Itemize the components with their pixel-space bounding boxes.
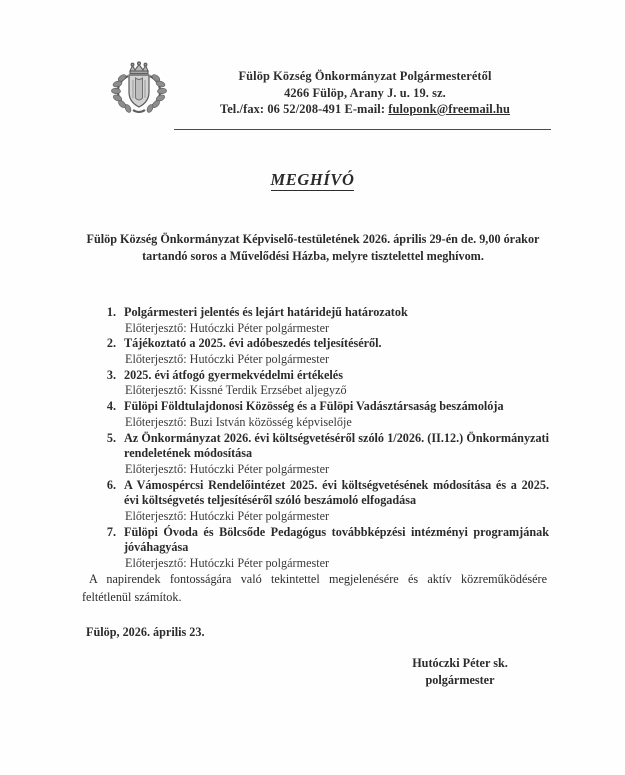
agenda-item-presenter: Előterjesztő: Hutóczki Péter polgármester (125, 555, 330, 570)
agenda-item-title: 2025. évi átfogó gyermekvédelmi értékelés (124, 367, 343, 382)
letterhead (0, 52, 625, 136)
agenda-item-number: 4. (106, 399, 116, 414)
organization-line: Fülöp Község Önkormányzat Polgármesterétől (238, 69, 492, 83)
municipal-coat-of-arms-icon (106, 58, 172, 124)
agenda-item-title: Polgármesteri jelentés és lejárt határidejű határozatok (124, 305, 408, 319)
signature-name: Hutóczki Péter sk. (412, 656, 508, 670)
agenda-item-presenter: Előterjesztő: Hutóczki Péter polgármester (125, 320, 330, 335)
agenda-item-title: Fülöpi Óvoda és Bölcsőde Pedagógus továbbképzési intézményi programjának jóváhagyása (124, 524, 549, 555)
agenda-item-presenter: Előterjesztő: Buzi István közösség képviselője (125, 414, 352, 429)
agenda-item (97, 368, 549, 399)
agenda-item-number: 6. (106, 477, 116, 492)
agenda-item (97, 525, 549, 572)
signature-role: polgármester (425, 673, 495, 687)
agenda-item-title: Fülöpi Földtulajdonosi Közösség és a Fülöpi Vadásztársaság beszámolója (124, 399, 504, 414)
address-line: 4266 Fülöp, Arany J. u. 19. sz. (284, 85, 446, 100)
agenda-list (97, 305, 549, 572)
agenda-item-number: 5. (106, 430, 116, 445)
closing-text: A napirendek fontosságára való tekintettel megjelenésére és aktív közreműködésére feltétlenül számítok. (82, 572, 547, 604)
signature-block (360, 655, 560, 689)
agenda-item-presenter: Előterjesztő: Hutóczki Péter polgármester (125, 351, 330, 366)
agenda-item-title: A Vámospércsi Rendelőintézet 2025. évi költségvetésének módosítása és a 2025. évi költségvetés teljesítéséről szóló beszámoló elfogadása (124, 477, 549, 508)
agenda-item-presenter: Előterjesztő: Hutóczki Péter polgármester (125, 508, 330, 523)
letterhead-text-block (175, 68, 555, 118)
intro-line-1: Fülöp Község Önkormányzat Képviselő-testületének 2026. április 29-én de. 9,00 órakor (86, 232, 540, 246)
agenda-item-presenter: Előterjesztő: Kissné Terdik Erzsébet aljegyző (125, 383, 347, 398)
agenda-item-number: 3. (106, 367, 116, 382)
agenda-item (97, 336, 549, 367)
agenda-item (97, 399, 549, 430)
agenda-item (97, 478, 549, 525)
contact-line (175, 101, 555, 118)
header-divider (174, 129, 551, 130)
agenda-item (97, 305, 549, 336)
email-link[interactable]: fuloponk@freemail.hu (388, 102, 511, 116)
agenda-item-number: 2. (106, 336, 116, 351)
agenda-item-presenter: Előterjesztő: Hutóczki Péter polgármester (125, 461, 330, 476)
date-line: Fülöp, 2026. április 23. (86, 625, 205, 639)
page-title (0, 170, 625, 190)
agenda-item-number: 1. (106, 305, 116, 319)
intro-paragraph (82, 231, 544, 265)
page-title-text: MEGHÍVÓ (270, 170, 355, 189)
closing-paragraph (82, 571, 547, 606)
agenda-item-number: 7. (106, 524, 116, 539)
agenda-item-title: Tájékoztató a 2025. évi adóbeszedés teljesítéséről. (124, 336, 382, 351)
agenda-item (97, 431, 549, 478)
contact-prefix: Tel./fax: 06 52/208-491 E-mail: (219, 102, 389, 116)
intro-line-2: tartandó soros a Művelődési Házba, melyre tisztelettel meghívom. (142, 249, 484, 263)
agenda-item-title: Az Önkormányzat 2026. évi költségvetéséről szóló 1/2026. (II.12.) Önkormányzati rendeletének módosítása (124, 430, 549, 461)
